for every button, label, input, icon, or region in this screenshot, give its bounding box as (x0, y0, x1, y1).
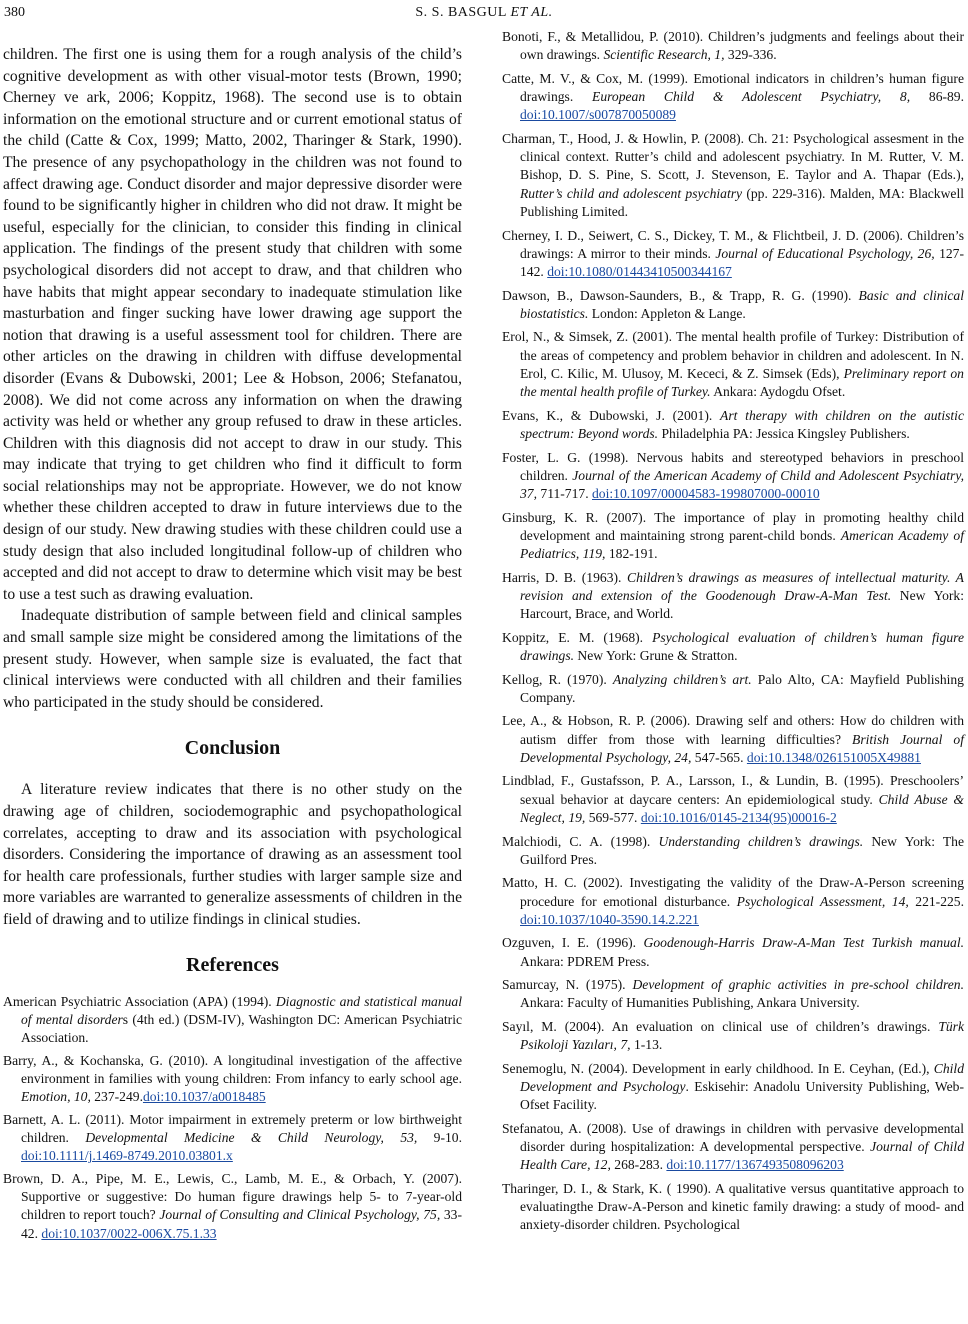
reference-pages-text: 547-565. (691, 749, 747, 765)
reference-doi-link[interactable]: doi:10.1177/1367493508096203 (666, 1157, 844, 1173)
reference-entry (502, 328, 964, 401)
reference-authors-text: Erol, N., & Simsek, Z. (2001). The mental health profile of Turkey: Distribution of the areas of competency and problem behavior in children and adolescent. In N. Erol, C. Kilic, M. Ulusoy, M. Kececi, & Z. Simsek (Eds), (502, 329, 964, 381)
reference-authors-text: Dawson, B., Dawson-Saunders, B., & Trapp, R. G. (1990). (502, 287, 859, 303)
reference-entry (502, 1180, 964, 1235)
reference-entry (502, 70, 964, 125)
reference-source-title: Diagnostic and statistical manual of mental disorder (21, 993, 462, 1027)
reference-doi-link[interactable]: doi:10.1007/s007870050089 (520, 107, 676, 123)
reference-source-title: Journal of Child Health Care, 12, (520, 1139, 964, 1173)
reference-entry (502, 976, 964, 1013)
reference-authors-text: Bonoti, F., & Metallidou, P. (2010). Children’s judgments and feelings about their own drawings. (502, 29, 964, 63)
reference-pages-text: 569-577. (585, 810, 641, 826)
reference-authors-text: Harris, D. B. (1963). (502, 569, 627, 585)
reference-entry (502, 569, 964, 624)
reference-entry (3, 1170, 462, 1243)
reference-entry (3, 1111, 462, 1166)
reference-authors-text: Samurcay, N. (1975). (502, 977, 633, 993)
reference-entry (502, 934, 964, 971)
reference-entry (502, 1018, 964, 1055)
reference-doi-link[interactable]: doi:10.1037/a0018485 (142, 1089, 266, 1105)
reference-source-title: Developmental Medicine & Child Neurology, 53, (85, 1130, 418, 1146)
reference-doi-link[interactable]: doi:10.1037/1040-3590.14.2.221 (520, 911, 699, 927)
reference-pages-text: Palo Alto, CA: Mayfield Publishing Company. (520, 671, 964, 705)
page-number: 380 (4, 5, 25, 20)
reference-pages-text: . Eskisehir: Anadolu University Publishing, Web-Ofset Facility. (520, 1079, 964, 1113)
reference-entry (502, 671, 964, 708)
reference-entry (3, 993, 462, 1048)
body-paragraph-2: Inadequate distribution of sample between field and clinical samples and small sample size might be considered among the limitations of the present study. However, when sample size is evaluated, the fact that clinical interviews were conducted with all children and their families who participated in the study should be considered. (3, 607, 462, 711)
reference-doi-link[interactable]: doi:10.1097/00004583-199807000-00010 (592, 486, 820, 502)
reference-authors-text: Sayıl, M. (2004). An evaluation on clinical use of children’s drawings. (502, 1018, 939, 1034)
reference-authors-text: Charman, T., Hood, J. & Howlin, P. (2008). Ch. 21: Psychological assesment in the clinical context. Rutter’s child and adolescent psychiatry. In M. Rutter, V. M. Bishop, D. S. Pine, S. Scott, J. Stevenson, E. Taylor and A. Thapar (Eds.), (502, 130, 964, 183)
conclusion-heading: Conclusion (184, 737, 281, 760)
conclusion-paragraph: A literature review indicates that there is no other study on the drawing age of children, sociodemographic and psychopathological correlates, accepting to draw and its association with psychological disorders. Considering the importance of drawing as an assessment tool for health care professionals, further studies with larger sample size and more variables are warranted to generalize assessments of children in the field of drawing and to utilize findings in clinical studies. (3, 781, 462, 928)
reference-entry (502, 509, 964, 564)
reference-pages-text: 268-283. (610, 1157, 667, 1173)
running-header (0, 4, 968, 22)
reference-authors-text: Lindblad, F., Gustafsson, P. A., Larsson, I., & Lundin, B. (1995). Preschoolers’ sexual behavior at daycare centers: An epidemiological study. (502, 773, 964, 807)
reference-source-title: Journal of Educational Psychology, 26, (715, 245, 935, 261)
reference-authors-text: Evans, K., & Dubowski, J. (2001). (502, 407, 721, 423)
reference-entry (502, 874, 964, 929)
reference-source-title: Psychological evaluation of children’s human figure drawings. (520, 629, 964, 664)
reference-entry (502, 772, 964, 827)
reference-source-title: European Child & Adolescent Psychiatry, 8, (592, 89, 911, 105)
reference-pages-text: s (4th ed.) (DSM-IV), Washington DC: American Psychiatric Association. (21, 1011, 463, 1046)
reference-entry (502, 407, 964, 444)
reference-pages-text: Ankara: Faculty of Humanities Publishing, Ankara University. (520, 995, 860, 1011)
reference-source-title: Preliminary report on the mental health profile of Turkey. (520, 365, 964, 400)
reference-entry (502, 1120, 964, 1175)
reference-pages-text: New York: Grune & Stratton. (574, 648, 738, 664)
reference-doi-link[interactable]: doi:10.1348/026151005X49881 (746, 749, 921, 765)
reference-entry (502, 629, 964, 666)
reference-entry (502, 28, 964, 65)
reference-authors-text: Senemoglu, N. (2004). Development in early childhood. In E. Ceyhan, (Ed.), (502, 1060, 934, 1076)
reference-source-title: Rutter’s child and adolescent psychiatry (520, 185, 743, 201)
reference-source-title: Goodenough-Harris Draw-A-Man Test Turkish manual. (643, 935, 964, 951)
reference-entry (3, 1052, 462, 1107)
reference-authors-text: Catte, M. V., & Cox, M. (1999). Emotional indicators in children’s human figure drawings. (502, 70, 964, 105)
reference-entry (502, 712, 964, 767)
reference-source-title: Child Abuse & Neglect, 19, (520, 791, 964, 826)
header-authors (0, 4, 968, 22)
references-list-left (3, 993, 462, 1243)
reference-authors-text: Tharinger, D. I., & Stark, K. ( 1990). A qualitative versus quantitative approach to evaluatingthe Draw-A-Person and kinetic family drawing: a study of mood- and anxiety-disorder children. Psychological (502, 1180, 964, 1233)
references-list-right (502, 28, 964, 1235)
reference-authors-text: Cherney, I. D., Seiwert, C. S., Dickey, T. M., & Flichtbeil, J. D. (2006). Children’s drawings: A mirror to their minds. (502, 227, 964, 261)
reference-authors-text: Barry, A., & Kochanska, G. (2010). A longitudinal investigation of the affective environment in families with young children: From infancy to early school age. (3, 1052, 462, 1086)
reference-pages-text: 1-13. (630, 1037, 663, 1053)
reference-authors-text: Foster, L. G. (1998). Nervous habits and stereotyped behaviors in preschool children. (502, 449, 964, 483)
reference-source-title: Development of graphic activities in pre-school children. (632, 977, 964, 993)
reference-authors-text: Kellog, R. (1970). (502, 671, 613, 687)
reference-pages-text: New York: The Guilford Pres. (520, 833, 965, 867)
reference-pages-text: New York: Harcourt, Brace, and World. (520, 588, 964, 622)
reference-source-title: Understanding children’s drawings. (658, 833, 864, 849)
reference-pages-text: (pp. 229-316). Malden, MA: Blackwell Publishing Limited. (520, 185, 965, 220)
reference-pages-text: 9-10. (417, 1130, 462, 1146)
reference-pages-text: 33-42. (21, 1207, 462, 1241)
reference-source-title: Art therapy with children on the autistic spectrum: Beyond words. (520, 407, 964, 442)
reference-pages-text: 329-336. (724, 47, 777, 63)
reference-authors-text: American Psychiatric Association (APA) (1994). (3, 993, 276, 1009)
reference-authors-text: Ginsburg, K. R. (2007). The importance of play in promoting healthy child development and maintaining strong parent-child bonds. (502, 509, 964, 543)
reference-doi-link[interactable]: doi:10.1080/01443410500344167 (547, 264, 732, 280)
reference-source-title: British Journal of Developmental Psychology, 24, (520, 731, 964, 765)
reference-doi-link[interactable]: doi:10.1016/0145-2134(95)00016-2 (640, 810, 837, 826)
reference-pages-text: Philadelphia PA: Jessica Kingsley Publishers. (658, 426, 910, 442)
reference-source-title: Analyzing children’s art. (612, 671, 752, 687)
reference-source-title: Emotion, 10, (21, 1089, 91, 1105)
reference-authors-text: Stefanatou, A. (2008). Use of drawings in children with pervasive developmental disorder during hospitalization: A developmental perspective. (502, 1120, 964, 1155)
reference-authors-text: Brown, D. A., Pipe, M. E., Lewis, C., Lamb, M. E., & Orbach, Y. (2007). Supportive or suggestive: Do human figure drawings help 5- to 7-year-old children to report touch? (3, 1170, 462, 1223)
reference-source-title: Child Development and Psychology (520, 1060, 964, 1094)
reference-doi-link[interactable]: doi:10.1037/0022-006X.75.1.33 (41, 1225, 217, 1241)
reference-entry (502, 833, 964, 870)
reference-authors-text: Koppitz, E. M. (1968). (502, 629, 653, 645)
reference-pages-text: 182-191. (605, 546, 658, 562)
reference-entry (502, 130, 964, 221)
reference-pages-text: London: Appleton & Lange. (588, 305, 746, 321)
reference-source-title: Psychological Assessment, 14, (736, 893, 909, 909)
reference-authors-text: Malchiodi, C. A. (1998). (502, 833, 659, 849)
references-heading: References (186, 953, 279, 976)
reference-authors-text: Lee, A., & Hobson, R. P. (2006). Drawing self and others: How do children with autism differ from those with learning difficulties? (502, 713, 964, 747)
reference-authors-text: Matto, H. C. (2002). Investigating the validity of the Draw-A-Person screening procedure for emotional disturbance. (502, 875, 964, 909)
reference-pages-text: 221-225. (908, 893, 965, 909)
reference-source-title: Türk Psikoloji Yazıları, 7, (520, 1018, 964, 1053)
reference-entry (502, 227, 964, 282)
reference-entry (502, 449, 964, 504)
reference-source-title: American Academy of Pediatrics, 119, (520, 527, 964, 562)
reference-pages-text: Ankara: Aydogdu Ofset. (710, 384, 846, 400)
reference-doi-link[interactable]: doi:10.1111/j.1469-8749.2010.03801.x (21, 1148, 233, 1164)
header-author-names: S. S. BASGUL (415, 5, 507, 20)
reference-authors-text: Barnett, A. L. (2011). Motor impairment in extremely preterm or low birthweight children. (3, 1111, 462, 1146)
reference-pages-text: 86-89. (910, 89, 965, 105)
reference-pages-text: Ankara: PDREM Press. (520, 953, 650, 969)
reference-pages-text: 711-717. (537, 486, 592, 502)
reference-source-title: Children’s drawings as measures of intellectual maturity. A revision and extension of the Goodenough Draw-A-Man Test. (520, 569, 964, 603)
reference-source-title: Journal of the American Academy of Child and Adolescent Psychiatry, 37, (520, 467, 964, 502)
body-paragraph-1: children. The first one is using them for a rough analysis of the child’s cognitive development as with other visual-motor tests (Brown, 1990; Cherney ve ark, 2006; Koppitz, 1968). The second use is to obtain information on the emotional structure and or current emotional status of the child (Catte & Cox, 1999; Matto, 2002, Tharinger & Stark, 1990). The presence of any psychopathology in the children was not found to affect drawing age. Conduct disorder and major depressive disorder were found to be significantly higher in children who did not draw. It might be useful, especially for the clinician, to consider this finding in clinical application. The findings of the present study that children with some psychological disorders did not accept to draw, and that children who have habits that might appear secondary to inadequate stimulation like masturbation and finger sucking have lower drawing age support the notion that drawing is a useful assessment tool for children. There are other articles on the drawing in children with diffuse developmental disorder (Evans & Dubowski, 2001; Lee & Hobson, 2006; Stefanatou, 2008). We did not come across any information on when the drawing activity was held or whether any group refused to draw in these articles. Children with this diagnosis did not accept to draw in our study. This may indicate that trying to get children who find it difficult to form social relationships may not be appropriate. However, we do not know whether these children accepted to draw in future interviews due to the design of our study. New drawing studies with these children could use a study design that also included longitudinal follow-up of children who accepted and did not accept to draw to determine which visit may be best to use a test such as drawing evaluation. (3, 46, 462, 603)
reference-pages-text: 237-249. (90, 1089, 143, 1105)
reference-authors-text: Ozguven, I. E. (1996). (502, 935, 644, 951)
reference-source-title: Scientific Research, 1, (603, 47, 725, 63)
reference-pages-text: 127-142. (520, 245, 964, 280)
reference-source-title: Basic and clinical biostatistics. (520, 287, 964, 321)
reference-entry (502, 287, 964, 324)
reference-entry (502, 1060, 964, 1115)
header-et-al: ET AL. (510, 5, 553, 20)
right-column (502, 28, 964, 1240)
reference-source-title: Journal of Consulting and Clinical Psychology, 75, (159, 1207, 441, 1223)
left-column (3, 44, 462, 1247)
